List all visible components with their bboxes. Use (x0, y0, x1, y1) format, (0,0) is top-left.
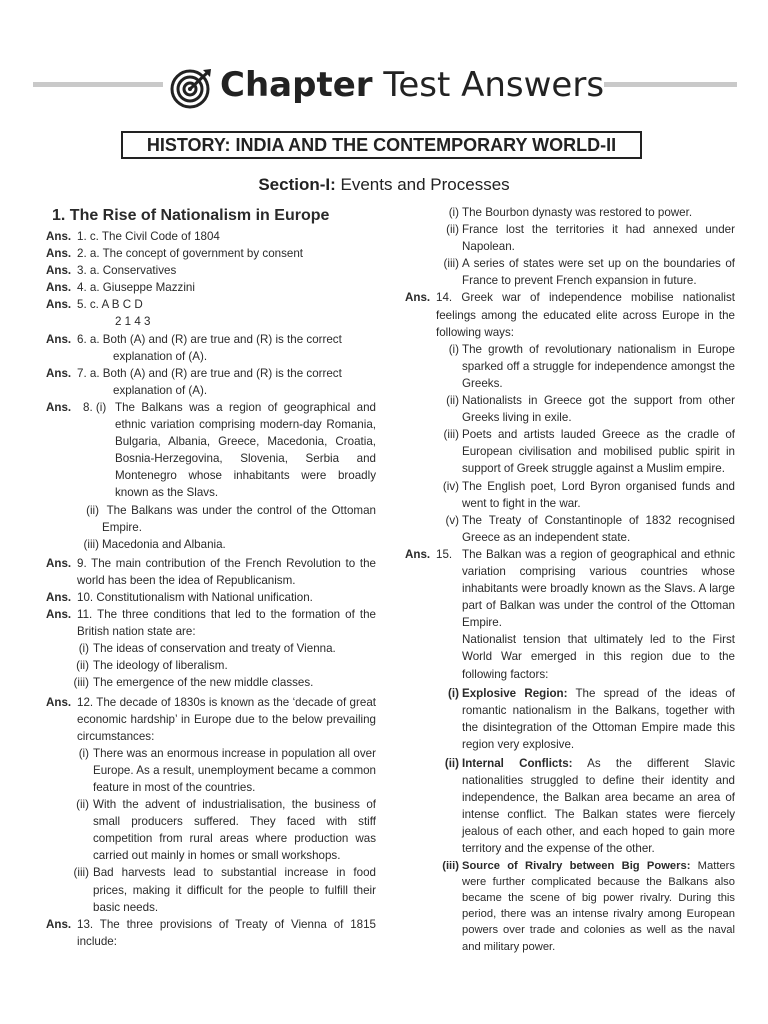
answer-14-ii: (ii) Nationalists in Greece got the support from other Greeks living in exile. (446, 394, 735, 425)
answer-8: Ans. 8. (i) The Balkans was a region of geographical and ethnic variation comprising modern-day Romania, Bulgaria, Albania, Greece, Macedonia, Croatia, Bosnia-Herzegovina, Slovenia, Serbia and Montenegro whose inhabitants were broadly known as the Slavs. (46, 400, 376, 500)
answer-14: Ans. 14. Greek war of independence mobilise nationalist feelings among the educated elite across Europe in the following ways: (405, 291, 735, 339)
answer-6: Ans. 6. a. Both (A) and (R) are true and (R) is the correct (46, 332, 342, 346)
answer-6-cont: explanation of (A). (113, 349, 208, 363)
answer-14-i: (i) The growth of revolutionary nationalism in Europe sparked off a struggle for independence amongst the Greeks. (448, 342, 735, 390)
answer-15-i: (i) Explosive Region: The spread of the ideas of romantic nationalism in the Balkans, together with the disintegration of the Ottoman Empire made this region very explosive. (448, 686, 735, 751)
answer-8-iii: (iii) Macedonia and Albania. (83, 537, 226, 551)
answer-8-ii: (ii) The Balkans was under the control of the Ottoman Empire. (86, 503, 376, 534)
target-icon (170, 66, 214, 110)
answer-15-para-2: Nationalist tension that ultimately led to the First World War emerged in this region due to the following factors: (462, 633, 735, 681)
answer-15: Ans. 15. The Balkan was a region of geographical and ethnic variation comprising various countries whose inhabitants were broadly known as the Slavs. A large part of Balkan was under the control of the Ottoman Empire. (405, 547, 735, 630)
answer-12-ii: (ii) With the advent of industrialisation, the business of small producers suffered. They faced with stiff competition from rural areas where production was carried out mainly in homes or small workshops. (76, 798, 376, 863)
answer-7-cont: explanation of (A). (113, 383, 208, 397)
answer-5: Ans. 5. c. A B C D (46, 298, 143, 312)
chapter-title: 1. The Rise of Nationalism in Europe (52, 207, 330, 224)
answer-12-i: (i) There was an enormous increase in population all over Europe. As a result, unemployment became a common feature in most of the countries. (78, 746, 376, 794)
answer-14-v: (v) The Treaty of Constantinople of 1832 recognised Greece as an independent state. (445, 513, 735, 544)
answer-13-ii: (ii) France lost the territories it had annexed under Napolean. (446, 223, 735, 254)
answer-9: Ans. 9. The main contribution of the French Revolution to the world has been the idea of Republicanism. (46, 556, 376, 587)
answer-12: Ans. 12. The decade of 1830s is known as the ‘decade of great economic hardship’ in Europe due to the below prevailing circumstances: (46, 695, 376, 743)
answer-7: Ans. 7. a. Both (A) and (R) are true and (R) is the correct (46, 366, 342, 380)
answer-2: Ans. 2. a. The concept of government by consent (46, 247, 304, 261)
answer-12-iii: (iii) Bad harvests lead to substantial increase in food prices, making it difficult for the people to fulfill their basic needs. (73, 866, 376, 914)
answer-15-ii: (ii) Internal Conflicts: As the different Slavic nationalities struggled to define their identity and independence, the Balkan area became an area of intense conflict. The Balkan states were fiercely jealous of each other, and each hoped to gain more territory and the expense of the other. (444, 757, 735, 856)
header-rule-right (604, 82, 737, 87)
answer-4: Ans. 4. a. Giuseppe Mazzini (46, 281, 195, 295)
section-title: Section-I: Events and Processes (258, 175, 510, 194)
answer-11-i: (i) The ideas of conservation and treaty of Vienna. (78, 642, 336, 656)
answer-13-iii: (iii) A series of states were set up on the boundaries of France to prevent French expansion in future. (443, 257, 735, 288)
answer-1: Ans. 1. c. The Civil Code of 1804 (46, 230, 220, 243)
header-rule-left (33, 82, 163, 87)
answer-15-iii: (iii) Source of Rivalry between Big Powers: Matters were further complicated because the Balkans also became the scene of big power rivalry. During this period, there was an intense rivalry among European powers over trade and colonies as well as the naval and military power. (442, 859, 735, 953)
answer-13-i: (i) The Bourbon dynasty was restored to power. (448, 206, 693, 219)
subject-title: HISTORY: INDIA AND THE CONTEMPORARY WORLD-II (121, 131, 642, 159)
answer-11-iii: (iii) The emergence of the new middle classes. (73, 676, 314, 690)
right-column (405, 204, 735, 955)
answer-3: Ans. 3. a. Conservatives (46, 264, 177, 278)
answer-14-iv: (iv) The English poet, Lord Byron organised funds and went to fight in the war. (442, 479, 735, 510)
answer-5-match: 2 1 4 3 (115, 315, 151, 329)
answer-11-ii: (ii) The ideology of liberalism. (76, 659, 228, 673)
answer-11: Ans. 11. The three conditions that led to the formation of the British nation state are: (46, 608, 376, 639)
left-column (46, 204, 376, 950)
page-header-title: Chapter Test Answers (220, 65, 605, 105)
answer-14-iii: (iii) Poets and artists lauded Greece as the cradle of European civilisation and mobilised public spirit in support of Greek struggle against a Muslim empire. (443, 428, 735, 476)
answer-10: Ans. 10. Constitutionalism with National unification. (46, 590, 313, 604)
answer-13: Ans. 13. The three provisions of Treaty of Vienna of 1815 include: (46, 917, 376, 948)
